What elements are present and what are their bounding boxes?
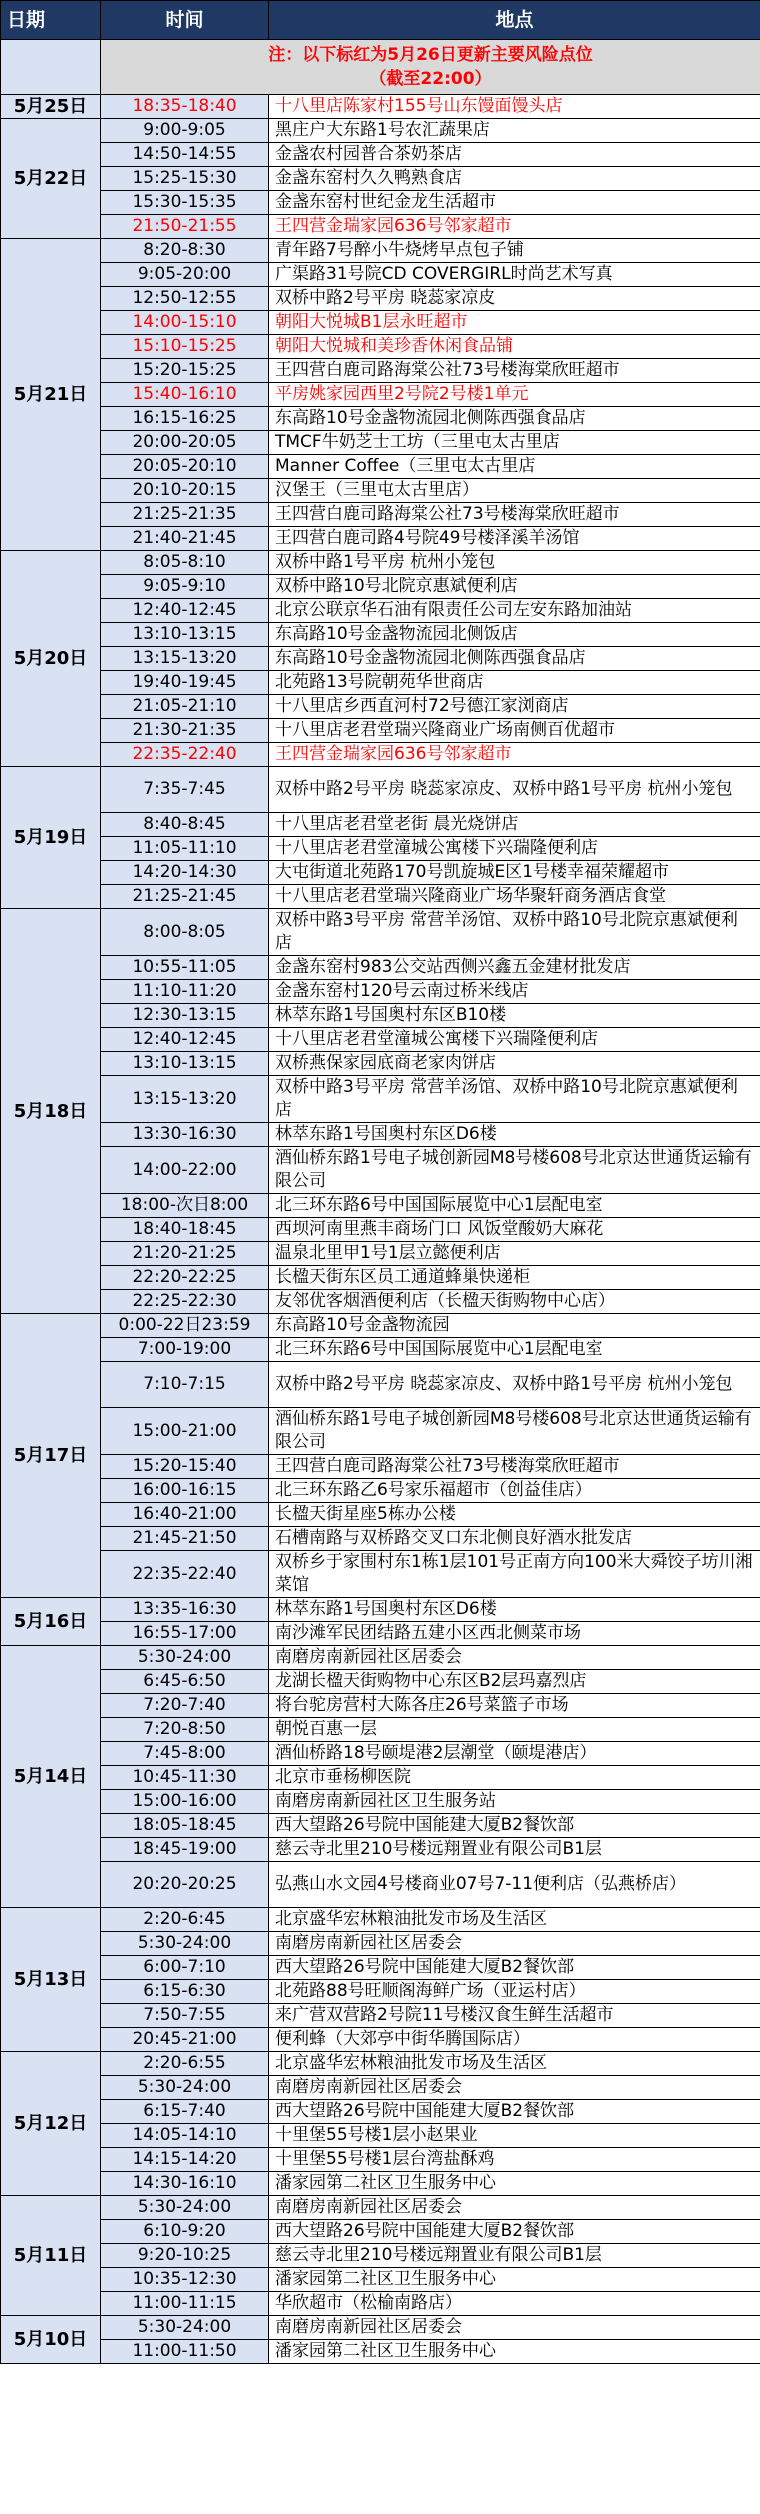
time-cell: 21:50-21:55 [101,215,269,239]
time-cell: 21:25-21:35 [101,503,269,527]
table-row [1,2268,760,2292]
table-row [1,1718,760,1742]
time-cell: 15:10-15:25 [101,335,269,359]
place-cell: 金盏东窑村久久鸭熟食店 [269,167,760,191]
time-cell: 19:40-19:45 [101,671,269,695]
time-cell: 6:15-7:40 [101,2100,269,2124]
table-row [1,1551,760,1598]
time-cell: 11:00-11:50 [101,2340,269,2364]
time-cell: 15:30-15:35 [101,191,269,215]
time-cell: 13:10-13:15 [101,1052,269,1076]
time-cell: 7:50-7:55 [101,2004,269,2028]
time-cell: 5:30-24:00 [101,1646,269,1670]
place-cell: 十里堡55号楼1层小赵果业 [269,2124,760,2148]
header-date: 日期 [1,1,101,40]
table-row [1,1980,760,2004]
table-row [1,2076,760,2100]
place-cell: 东高路10号金盏物流园北侧陈西强食品店 [269,407,760,431]
place-cell: 王四营白鹿司路海棠公社73号楼海棠欣旺超市 [269,503,760,527]
notice-line-1: 注：以下标红为5月26日更新主要风险点位 [268,45,593,65]
notice-blank-cell [1,40,101,95]
table-row [1,1670,760,1694]
date-cell: 5月11日 [1,2196,101,2316]
place-cell: 双桥中路2号平房 晓蕊家凉皮、双桥中路1号平房 杭州小笼包 [269,1362,760,1408]
table-row [1,239,760,263]
table-row [1,2052,760,2076]
place-cell: 潘家园第二社区卫生服务中心 [269,2340,760,2364]
table-row [1,767,760,813]
table-row [1,743,760,767]
time-cell: 14:00-22:00 [101,1147,269,1194]
date-cell: 5月13日 [1,1908,101,2052]
time-cell: 5:30-24:00 [101,2196,269,2220]
place-cell: 王四营金瑞家园636号邻家超市 [269,743,760,767]
place-cell: Manner Coffee（三里屯太古里店 [269,455,760,479]
place-cell: 王四营白鹿司路海棠公社73号楼海棠欣旺超市 [269,359,760,383]
place-cell: TMCF牛奶芝士工坊（三里屯太古里店 [269,431,760,455]
table-row [1,167,760,191]
place-cell: 金盏东窑村983公交站西侧兴鑫五金建材批发店 [269,956,760,980]
time-cell: 20:20-20:25 [101,1862,269,1908]
time-cell: 7:35-7:45 [101,767,269,813]
table-row [1,191,760,215]
time-cell: 21:45-21:50 [101,1527,269,1551]
table-row [1,2100,760,2124]
table-row [1,1694,760,1718]
date-cell: 5月25日 [1,95,101,119]
header-time: 时间 [101,1,269,40]
table-row [1,1218,760,1242]
place-cell: 十八里店老君堂瑞兴隆商业广场南侧百优超市 [269,719,760,743]
place-cell: 潘家园第二社区卫生服务中心 [269,2268,760,2292]
time-cell: 6:45-6:50 [101,1670,269,1694]
table-row [1,2004,760,2028]
date-cell: 5月12日 [1,2052,101,2196]
table-row [1,1862,760,1908]
place-cell: 来广营双营路2号院11号楼汉食生鲜生活超市 [269,2004,760,2028]
date-cell: 5月20日 [1,551,101,767]
place-cell: 北苑路13号院朝苑华世商店 [269,671,760,695]
place-cell: 青年路7号醉小牛烧烤早点包子铺 [269,239,760,263]
time-cell: 7:45-8:00 [101,1742,269,1766]
table-row [1,527,760,551]
table-row [1,215,760,239]
time-cell: 11:10-11:20 [101,980,269,1004]
table-row [1,1790,760,1814]
table-row [1,1123,760,1147]
time-cell: 21:20-21:25 [101,1242,269,1266]
place-cell: 金盏东窑村120号云南过桥米线店 [269,980,760,1004]
place-cell: 东高路10号金盏物流园 [269,1314,760,1338]
table-row [1,479,760,503]
place-cell: 长楹天街星座5栋办公楼 [269,1503,760,1527]
place-cell: 朝阳大悦城B1层永旺超市 [269,311,760,335]
time-cell: 5:30-24:00 [101,1932,269,1956]
time-cell: 9:05-20:00 [101,263,269,287]
table-row [1,575,760,599]
place-cell: 将台驼房营村大陈各庄26号菜篮子市场 [269,1694,760,1718]
date-cell: 5月17日 [1,1314,101,1598]
place-cell: 北苑路88号旺顺阁海鲜广场（亚运村店） [269,1980,760,2004]
time-cell: 8:40-8:45 [101,813,269,837]
place-cell: 北三环东路乙6号家乐福超市（创益佳店） [269,1479,760,1503]
place-cell: 十八里店老君堂潼城公寓楼下兴瑞隆便利店 [269,837,760,861]
place-cell: 双桥中路2号平房 晓蕊家凉皮、双桥中路1号平房 杭州小笼包 [269,767,760,813]
table-row [1,1338,760,1362]
table-row [1,2124,760,2148]
table-row [1,837,760,861]
table-row [1,143,760,167]
place-cell: 北三环东路6号中国国际展览中心1层配电室 [269,1194,760,1218]
place-cell: 西大望路26号院中国能建大厦B2餐饮部 [269,1956,760,1980]
table-row [1,2148,760,2172]
table-row [1,1598,760,1622]
table-row [1,407,760,431]
table-row [1,2028,760,2052]
time-cell: 20:10-20:15 [101,479,269,503]
time-cell: 9:20-10:25 [101,2244,269,2268]
place-cell: 东高路10号金盏物流园北侧陈西强食品店 [269,647,760,671]
time-cell: 16:00-16:15 [101,1479,269,1503]
place-cell: 金盏东窑村世纪金龙生活超市 [269,191,760,215]
table-row [1,503,760,527]
table-row [1,1266,760,1290]
notice-line-2: （截至22:00） [369,69,492,89]
place-cell: 西大望路26号院中国能建大厦B2餐饮部 [269,2100,760,2124]
table-row [1,1956,760,1980]
date-cell: 5月10日 [1,2316,101,2364]
place-cell: 南沙滩军民团结路五建小区西北侧菜市场 [269,1622,760,1646]
place-cell: 南磨房南新园社区居委会 [269,2076,760,2100]
time-cell: 7:20-8:50 [101,1718,269,1742]
table-row [1,1314,760,1338]
place-cell: 南磨房南新园社区居委会 [269,2316,760,2340]
time-cell: 22:35-22:40 [101,1551,269,1598]
time-cell: 14:30-16:10 [101,2172,269,2196]
time-cell: 21:40-21:45 [101,527,269,551]
place-cell: 十八里店老君堂瑞兴隆商业广场华聚轩商务酒店食堂 [269,885,760,909]
table-row [1,1932,760,1956]
time-cell: 0:00-22日23:59 [101,1314,269,1338]
table-row [1,671,760,695]
time-cell: 5:30-24:00 [101,2076,269,2100]
time-cell: 2:20-6:45 [101,1908,269,1932]
time-cell: 11:00-11:15 [101,2292,269,2316]
place-cell: 石槽南路与双桥路交叉口东北侧良好酒水批发店 [269,1527,760,1551]
place-cell: 南磨房南新园社区居委会 [269,1646,760,1670]
time-cell: 6:10-9:20 [101,2220,269,2244]
time-cell: 8:05-8:10 [101,551,269,575]
place-cell: 长楹天街东区员工通道蜂巢快递柜 [269,1266,760,1290]
place-cell: 林萃东路1号国奥村东区B10楼 [269,1004,760,1028]
date-cell: 5月14日 [1,1646,101,1908]
place-cell: 慈云寺北里210号楼远翔置业有限公司B1层 [269,1838,760,1862]
place-cell: 十八里店陈家村155号山东馒面馒头店 [269,95,760,119]
time-cell: 12:50-12:55 [101,287,269,311]
table-row [1,383,760,407]
time-cell: 15:40-16:10 [101,383,269,407]
time-cell: 10:55-11:05 [101,956,269,980]
time-cell: 13:10-13:15 [101,623,269,647]
place-cell: 双桥中路3号平房 常营羊汤馆、双桥中路10号北院京惠斌便利店 [269,909,760,956]
place-cell: 双桥燕保家园底商老家肉饼店 [269,1052,760,1076]
table-row [1,719,760,743]
time-cell: 10:45-11:30 [101,1766,269,1790]
table-row [1,695,760,719]
place-cell: 西坝河南里燕丰商场门口 风饭堂酸奶大麻花 [269,1218,760,1242]
place-cell: 双桥中路1号平房 杭州小笼包 [269,551,760,575]
time-cell: 14:05-14:10 [101,2124,269,2148]
place-cell: 王四营白鹿司路海棠公社73号楼海棠欣旺超市 [269,1455,760,1479]
table-row [1,599,760,623]
table-row [1,1455,760,1479]
time-cell: 16:55-17:00 [101,1622,269,1646]
date-cell: 5月21日 [1,239,101,551]
place-cell: 双桥中路3号平房 常营羊汤馆、双桥中路10号北院京惠斌便利店 [269,1076,760,1123]
time-cell: 21:30-21:35 [101,719,269,743]
place-cell: 酒仙桥东路1号电子城创新园M8号楼608号北京达世通货运输有限公司 [269,1408,760,1455]
place-cell: 酒仙桥路18号颐堤港2层潮堂（颐堤港店） [269,1742,760,1766]
place-cell: 王四营白鹿司路4号院49号楼泽溪羊汤馆 [269,527,760,551]
table-row [1,885,760,909]
place-cell: 双桥中路10号北院京惠斌便利店 [269,575,760,599]
place-cell: 十八里店老君堂老街 晨光烧饼店 [269,813,760,837]
table-row [1,1814,760,1838]
time-cell: 2:20-6:55 [101,2052,269,2076]
time-cell: 15:20-15:40 [101,1455,269,1479]
time-cell: 18:40-18:45 [101,1218,269,1242]
time-cell: 18:35-18:40 [101,95,269,119]
time-cell: 15:00-21:00 [101,1408,269,1455]
place-cell: 北京盛华宏林粮油批发市场及生活区 [269,2052,760,2076]
table-row [1,1052,760,1076]
time-cell: 18:05-18:45 [101,1814,269,1838]
table-row [1,1362,760,1408]
table-row [1,980,760,1004]
table-row [1,1908,760,1932]
time-cell: 20:45-21:00 [101,2028,269,2052]
table-row [1,2292,760,2316]
date-cell: 5月22日 [1,119,101,239]
table-row [1,359,760,383]
place-cell: 潘家园第二社区卫生服务中心 [269,2172,760,2196]
place-cell: 十八里店乡西直河村72号德江家浏商店 [269,695,760,719]
place-cell: 十里堡55号楼1层台湾盐酥鸡 [269,2148,760,2172]
table-row [1,2172,760,2196]
time-cell: 14:15-14:20 [101,2148,269,2172]
table-row [1,95,760,119]
table-row [1,335,760,359]
table-row [1,551,760,575]
time-cell: 21:05-21:10 [101,695,269,719]
table-row [1,1838,760,1862]
place-cell: 汉堡王（三里屯太古里店） [269,479,760,503]
time-cell: 6:15-6:30 [101,1980,269,2004]
time-cell: 13:35-16:30 [101,1598,269,1622]
place-cell: 西大望路26号院中国能建大厦B2餐饮部 [269,2220,760,2244]
table-row [1,813,760,837]
place-cell: 十八里店老君堂潼城公寓楼下兴瑞隆便利店 [269,1028,760,1052]
time-cell: 7:10-7:15 [101,1362,269,1408]
time-cell: 15:00-16:00 [101,1790,269,1814]
table-row [1,1479,760,1503]
table-row [1,1290,760,1314]
date-cell: 5月16日 [1,1598,101,1646]
time-cell: 14:00-15:10 [101,311,269,335]
date-cell: 5月18日 [1,909,101,1314]
place-cell: 黑庄户大东路1号农汇蔬果店 [269,119,760,143]
table-row [1,1503,760,1527]
time-cell: 5:30-24:00 [101,2316,269,2340]
table-row [1,1004,760,1028]
place-cell: 北三环东路6号中国国际展览中心1层配电室 [269,1338,760,1362]
table-row [1,1646,760,1670]
header-place: 地点 [269,1,760,40]
time-cell: 7:20-7:40 [101,1694,269,1718]
place-cell: 广渠路31号院CD COVERGIRL时尚艺术写真 [269,263,760,287]
place-cell: 东高路10号金盏物流园北侧饭店 [269,623,760,647]
table-row [1,1028,760,1052]
notice-cell [101,40,760,95]
place-cell: 王四营金瑞家园636号邻家超市 [269,215,760,239]
place-cell: 朝悦百惠一层 [269,1718,760,1742]
place-cell: 慈云寺北里210号楼远翔置业有限公司B1层 [269,2244,760,2268]
table-row [1,1076,760,1123]
time-cell: 9:05-9:10 [101,575,269,599]
table-row [1,2316,760,2340]
time-cell: 14:50-14:55 [101,143,269,167]
place-cell: 金盏农村园普合茶奶茶店 [269,143,760,167]
table-row [1,956,760,980]
table-row [1,1147,760,1194]
place-cell: 南磨房南新园社区居委会 [269,2196,760,2220]
table-row [1,909,760,956]
place-cell: 北京公联京华石油有限责任公司左安东路加油站 [269,599,760,623]
place-cell: 龙湖长楹天街购物中心东区B2层玛嘉烈店 [269,1670,760,1694]
time-cell: 12:30-13:15 [101,1004,269,1028]
place-cell: 朝阳大悦城和美珍香休闲食品铺 [269,335,760,359]
table-row [1,311,760,335]
time-cell: 12:40-12:45 [101,599,269,623]
time-cell: 15:25-15:30 [101,167,269,191]
time-cell: 13:30-16:30 [101,1123,269,1147]
table-row [1,1242,760,1266]
table-row [1,119,760,143]
time-cell: 9:00-9:05 [101,119,269,143]
date-cell: 5月19日 [1,767,101,909]
place-cell: 温泉北里甲1号1层立懿便利店 [269,1242,760,1266]
time-cell: 22:25-22:30 [101,1290,269,1314]
place-cell: 南磨房南新园社区居委会 [269,1932,760,1956]
table-row [1,431,760,455]
time-cell: 8:20-8:30 [101,239,269,263]
time-cell: 18:00-次日8:00 [101,1194,269,1218]
place-cell: 双桥乡于家围村东1栋1层101号正南方向100米大舜饺子坊川湘菜馆 [269,1551,760,1598]
time-cell: 14:20-14:30 [101,861,269,885]
table-row [1,1742,760,1766]
table-row [1,2196,760,2220]
table-body [1,40,760,2364]
place-cell: 林萃东路1号国奥村东区D6楼 [269,1123,760,1147]
table-row [1,1408,760,1455]
time-cell: 22:20-22:25 [101,1266,269,1290]
time-cell: 18:45-19:00 [101,1838,269,1862]
time-cell: 21:25-21:45 [101,885,269,909]
table-row [1,455,760,479]
table-row [1,623,760,647]
table-row [1,2220,760,2244]
time-cell: 20:00-20:05 [101,431,269,455]
time-cell: 16:15-16:25 [101,407,269,431]
table-row [1,861,760,885]
time-cell: 20:05-20:10 [101,455,269,479]
time-cell: 10:35-12:30 [101,2268,269,2292]
place-cell: 双桥中路2号平房 晓蕊家凉皮 [269,287,760,311]
place-cell: 酒仙桥东路1号电子城创新园M8号楼608号北京达世通货运输有限公司 [269,1147,760,1194]
time-cell: 22:35-22:40 [101,743,269,767]
place-cell: 北京市垂杨柳医院 [269,1766,760,1790]
table-row [1,287,760,311]
notice-row [1,40,760,95]
table-row [1,263,760,287]
place-cell: 北京盛华宏林粮油批发市场及生活区 [269,1908,760,1932]
place-cell: 弘燕山水文园4号楼商业07号7-11便利店（弘燕桥店） [269,1862,760,1908]
table-row [1,2340,760,2364]
table-row [1,1194,760,1218]
table-row [1,1527,760,1551]
table-row [1,1766,760,1790]
table-row [1,1622,760,1646]
place-cell: 林萃东路1号国奥村东区D6楼 [269,1598,760,1622]
time-cell: 13:15-13:20 [101,1076,269,1123]
time-cell: 12:40-12:45 [101,1028,269,1052]
time-cell: 6:00-7:10 [101,1956,269,1980]
place-cell: 大屯街道北苑路170号凯旋城E区1号楼幸福荣耀超市 [269,861,760,885]
table-row [1,2244,760,2268]
place-cell: 便利蜂（大郊亭中街华腾国际店） [269,2028,760,2052]
time-cell: 15:20-15:25 [101,359,269,383]
table-row [1,647,760,671]
time-cell: 8:00-8:05 [101,909,269,956]
place-cell: 华欣超市（松榆南路店） [269,2292,760,2316]
time-cell: 11:05-11:10 [101,837,269,861]
time-cell: 13:15-13:20 [101,647,269,671]
time-cell: 16:40-21:00 [101,1503,269,1527]
place-cell: 西大望路26号院中国能建大厦B2餐饮部 [269,1814,760,1838]
place-cell: 南磨房南新园社区卫生服务站 [269,1790,760,1814]
place-cell: 平房姚家园西里2号院2号楼1单元 [269,383,760,407]
header-row [1,1,760,40]
place-cell: 友邻优客烟酒便利店（长楹天街购物中心店） [269,1290,760,1314]
time-cell: 7:00-19:00 [101,1338,269,1362]
